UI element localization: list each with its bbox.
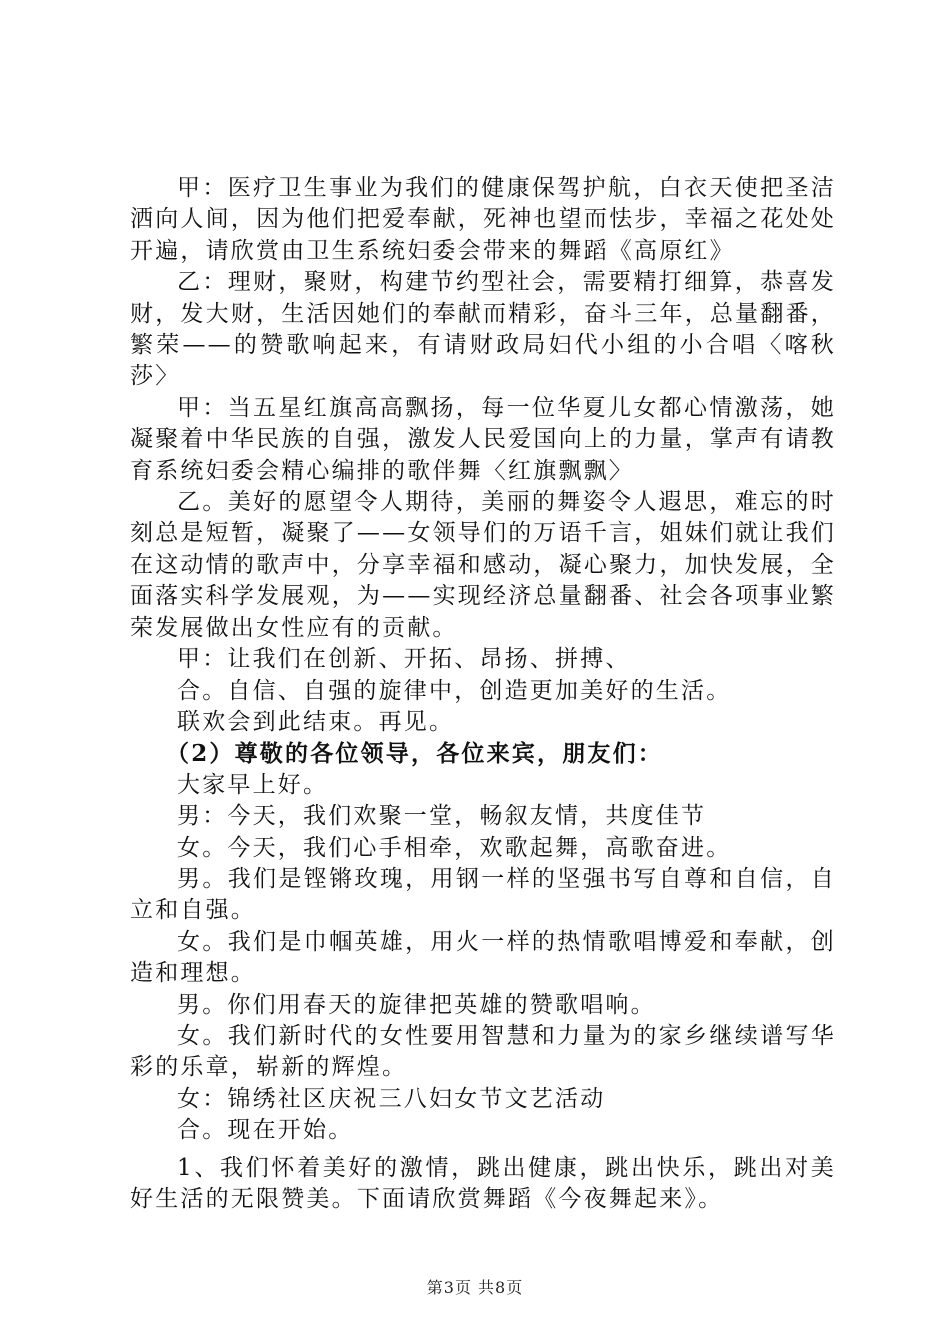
paragraph: 男：今天，我们欢聚一堂，畅叙友情，共度佳节 [177,803,707,830]
paragraph: 大家早上好。 [177,771,329,798]
paragraph: 合。自信、自强的旋律中，创造更加美好的生活。 [177,677,732,704]
paragraph: 乙。美好的愿望令人期待，美丽的舞姿令人遐思，难忘的时刻总是短暂，凝聚了——女领导们的万语千言，姐妹们就让我们在这动情的歌声中，分享幸福和感动，凝心聚力，加快发展，全面落实科学发展观，为——实现经济总量翻番、社会各项事业繁荣发展做出女性应有的贡献。 [130,489,836,641]
paragraph: 女。今天，我们心手相牵，欢歌起舞，高歌奋进。 [177,834,732,861]
page-number: 第3页 共8页 [426,1278,524,1297]
paragraph: 女。我们是巾帼英雄，用火一样的热情歌唱博爱和奉献，创造和理想。 [130,928,836,987]
paragraph: 男。我们是铿锵玫瑰，用钢一样的坚强书写自尊和自信，自立和自强。 [130,865,836,924]
paragraph: 甲：医疗卫生事业为我们的健康保驾护航，白衣天使把圣洁洒向人间，因为他们把爱奉献，死神也望而怯步，幸福之花处处开遍，请欣赏由卫生系统妇委会带来的舞蹈《高原红》 [130,175,836,264]
paragraph: 女。我们新时代的女性要用智慧和力量为的家乡继续谱写华彩的乐章，崭新的辉煌。 [130,1022,836,1081]
paragraph: 合。现在开始。 [177,1117,354,1144]
paragraph: 女：锦绣社区庆祝三八妇女节文艺活动 [177,1085,606,1112]
section-heading: （2）尊敬的各位领导，各位来宾，朋友们： [166,740,664,768]
paragraph: 甲：当五星红旗高高飘扬，每一位华夏儿女都心情激荡，她凝聚着中华民族的自强，激发人民爱国向上的力量，掌声有请教育系统妇委会精心编排的歌伴舞〈红旗飘飘〉 [130,394,836,484]
paragraph: 男。你们用春天的旋律把英雄的赞歌唱响。 [177,991,656,1018]
paragraph: 甲：让我们在创新、开拓、昂扬、拼搏、 [177,646,631,673]
document-body [130,173,836,1215]
paragraph: 联欢会到此结束。再见。 [177,708,455,735]
paragraph: 乙：理财，聚财，构建节约型社会，需要精打细算，恭喜发财，发大财，生活因她们的奉献而精彩，奋斗三年，总量翻番，繁荣——的赞歌响起来，有请财政局妇代小组的小合唱〈喀秋莎〉 [130,269,836,390]
paragraph: 1、我们怀着美好的激情，跳出健康，跳出快乐，跳出对美好生活的无限赞美。下面请欣赏舞蹈《今夜舞起来》。 [130,1154,836,1212]
